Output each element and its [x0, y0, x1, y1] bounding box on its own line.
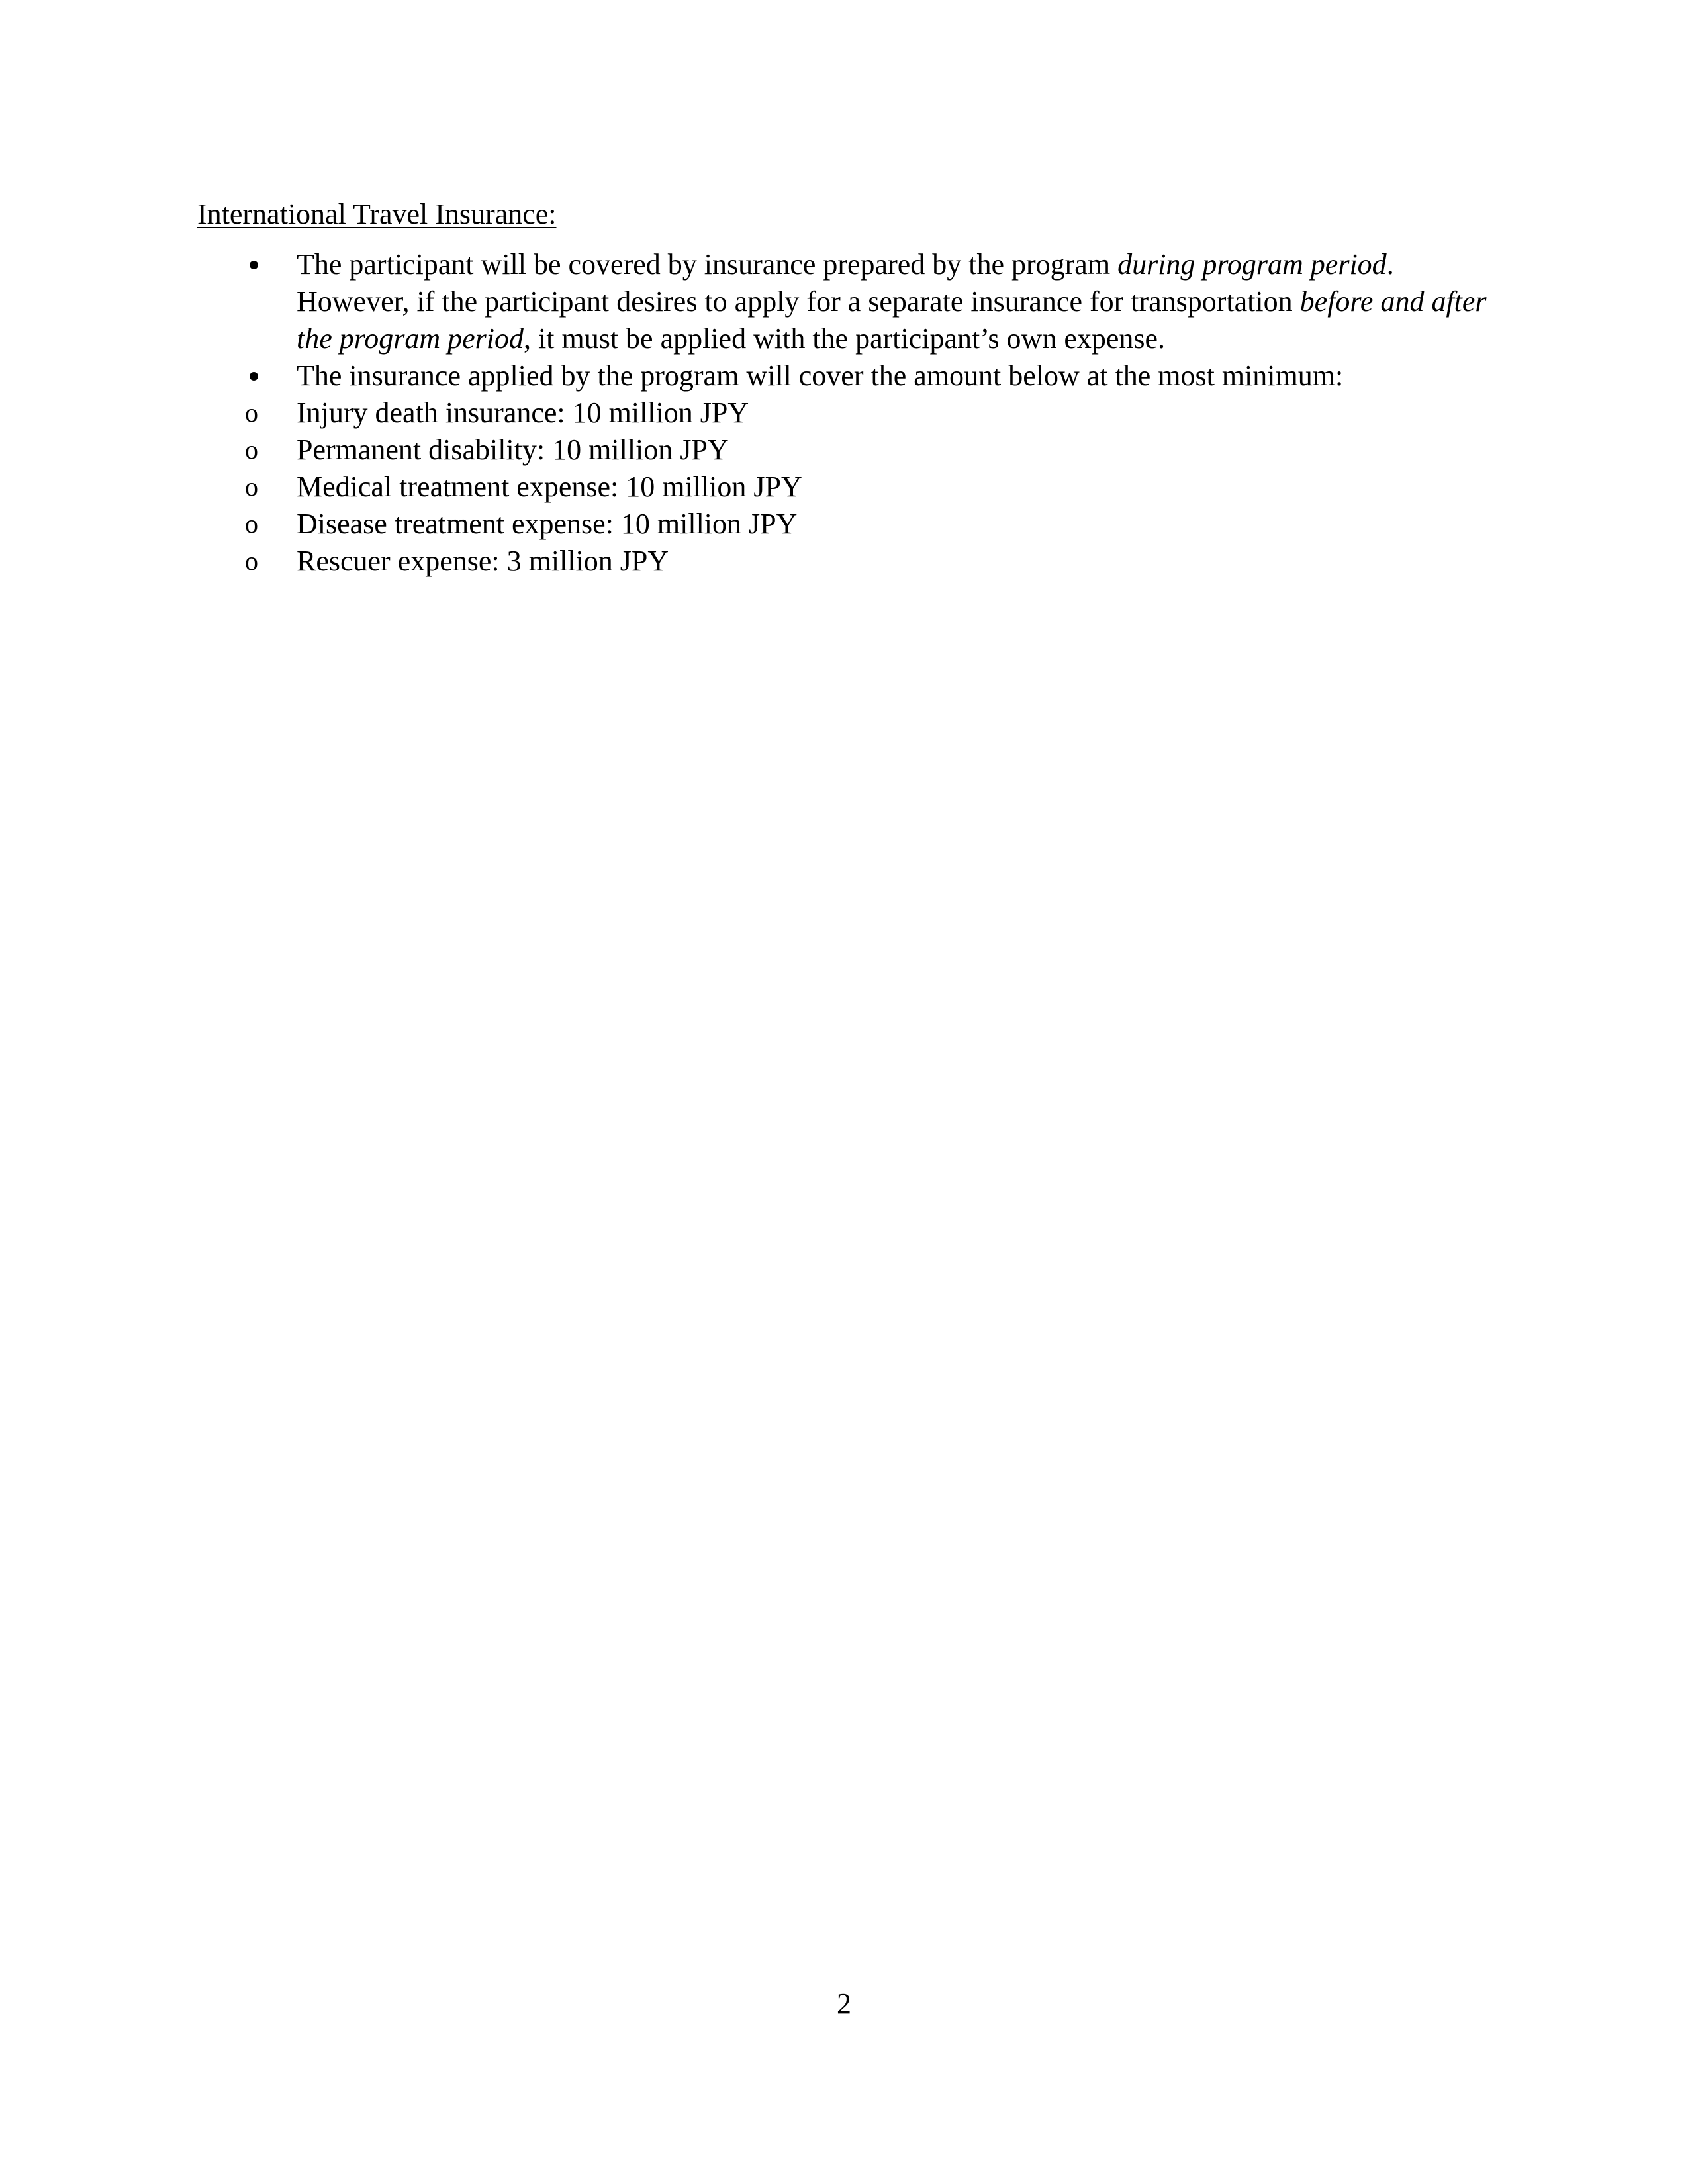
sub-bullet-item — [197, 469, 1495, 506]
sub-bullet-text: Injury death insurance: 10 million JPY — [297, 396, 749, 429]
bullet-text — [297, 246, 1495, 357]
sub-bullet-item — [197, 394, 1495, 432]
bullet-text-emphasis: before and after the program period — [297, 285, 1487, 355]
bullet-icon — [244, 246, 263, 283]
bullet-list — [197, 246, 1495, 394]
bullet-text-emphasis: during program period — [1117, 248, 1387, 281]
sub-bullet-item — [197, 432, 1495, 469]
bullet-text: The insurance applied by the program will cover the amount below at the most minimum: — [297, 359, 1344, 392]
sub-bullet-item — [197, 506, 1495, 543]
circle-bullet-icon: o — [245, 509, 258, 539]
bullet-text-part: . However, if the participant desires to apply for a separate insurance for transportation — [297, 248, 1394, 318]
sub-bullet-list — [197, 394, 1495, 580]
page-content — [197, 196, 1495, 580]
bullet-text-part: , it must be applied with the participant’s own expense. — [524, 322, 1166, 355]
sub-bullet-text: Rescuer expense: 3 million JPY — [297, 545, 669, 577]
bullet-item-coverage — [197, 246, 1495, 357]
bullet-icon — [244, 357, 263, 394]
circle-bullet-icon: o — [245, 435, 258, 465]
circle-bullet-icon: o — [245, 398, 258, 428]
circle-bullet-icon: o — [245, 546, 258, 576]
sub-bullet-item — [197, 543, 1495, 580]
section-heading: International Travel Insurance: — [197, 198, 557, 230]
bullet-item-minimum — [197, 357, 1495, 394]
sub-bullet-text: Permanent disability: 10 million JPY — [297, 433, 729, 466]
sub-bullet-text: Medical treatment expense: 10 million JPY — [297, 471, 802, 503]
bullet-text-part: The participant will be covered by insurance prepared by the program — [297, 248, 1118, 281]
circle-bullet-icon: o — [245, 472, 258, 502]
sub-bullet-text: Disease treatment expense: 10 million JPY — [297, 508, 798, 540]
page-number: 2 — [837, 1987, 851, 2020]
